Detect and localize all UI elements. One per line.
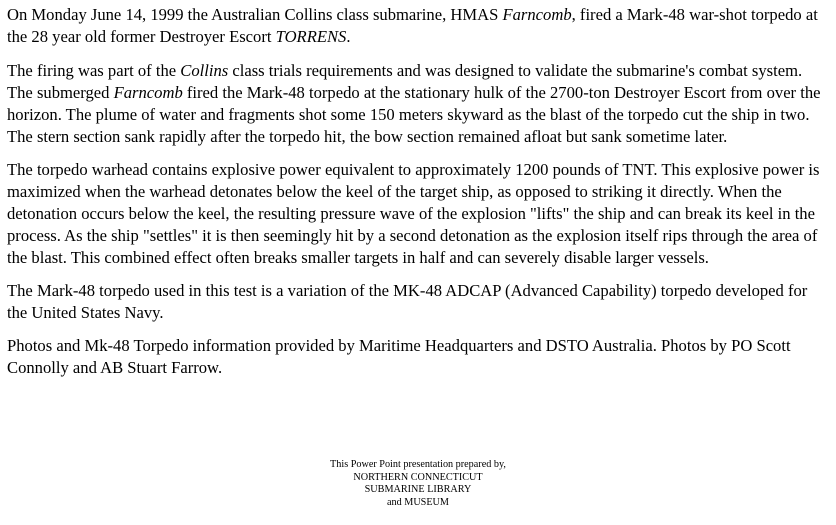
presentation-credit: [0, 459, 836, 510]
paragraph-firing-seg-1: Collins: [180, 61, 229, 80]
paragraph-intro-seg-0: On Monday June 14, 1999 the Australian Collins class submarine, HMAS: [7, 5, 503, 24]
paragraph-photo-credits-seg-0: Photos and Mk-48 Torpedo information provided by Maritime Headquarters and DSTO Australia. Photos by PO Scott Connolly and AB Stuart Farrow.: [7, 336, 791, 377]
credit-line-prepared-by: This Power Point presentation prepared by,: [330, 459, 506, 470]
paragraph-intro-seg-3: TORRENS: [275, 27, 347, 46]
paragraph-firing-seg-0: The firing was part of the: [7, 61, 181, 80]
paragraph-firing-seg-4: fired the Mark-48 torpedo at the stationary hulk of the 2700-ton Destroyer Escort from over the horizon. The plume of water and fragments shot some 150 meters skyward as the blast of the torpedo cut the ship in two. The stern section sank rapidly after the torpedo hit, the bow section remained afloat but sank sometime later.: [7, 83, 821, 146]
credit-line-organization-1: NORTHERN CONNECTICUT: [353, 471, 483, 483]
paragraph-firing: [7, 60, 830, 148]
paragraph-warhead-seg-0: The torpedo warhead contains explosive power equivalent to approximately 1200 pounds of TNT. This explosive power is maximized when the warhead detonates below the keel of the target ship, as opposed to striking it directly. When the detonation occurs below the keel, the resulting pressure wave of the explosion "lifts" the ship and can break its keel in the process. As the ship "settles" it is then seemingly hit by a second detonation as the explosion itself rips through the area of the blast. This combined effect often breaks smaller targets in half and can severely disable larger vessels.: [7, 160, 820, 267]
paragraph-variation-seg-0: The Mark-48 torpedo used in this test is a variation of the MK-48 ADCAP (Advanced Capability) torpedo developed for the United States Navy.: [7, 281, 808, 322]
paragraph-firing-seg-3: Farncomb: [113, 83, 183, 102]
paragraph-intro: [7, 4, 830, 48]
paragraph-firing-seg-2: class trials requirements and was designed to validate the submarine's combat system. The submerged: [7, 61, 803, 102]
paragraph-intro-seg-4: .: [346, 27, 351, 46]
paragraph-intro-seg-1: Farncomb: [502, 5, 572, 24]
paragraph-photo-credits: [7, 335, 830, 379]
credit-line-organization-3: and MUSEUM: [387, 497, 449, 509]
paragraph-warhead: [7, 159, 830, 269]
paragraph-variation: [7, 280, 830, 324]
credit-line-organization-2: SUBMARINE LIBRARY: [364, 484, 472, 496]
paragraph-intro-seg-2: , fired a Mark-48 war-shot torpedo at the 28 year old former Destroyer Escort: [7, 5, 818, 46]
